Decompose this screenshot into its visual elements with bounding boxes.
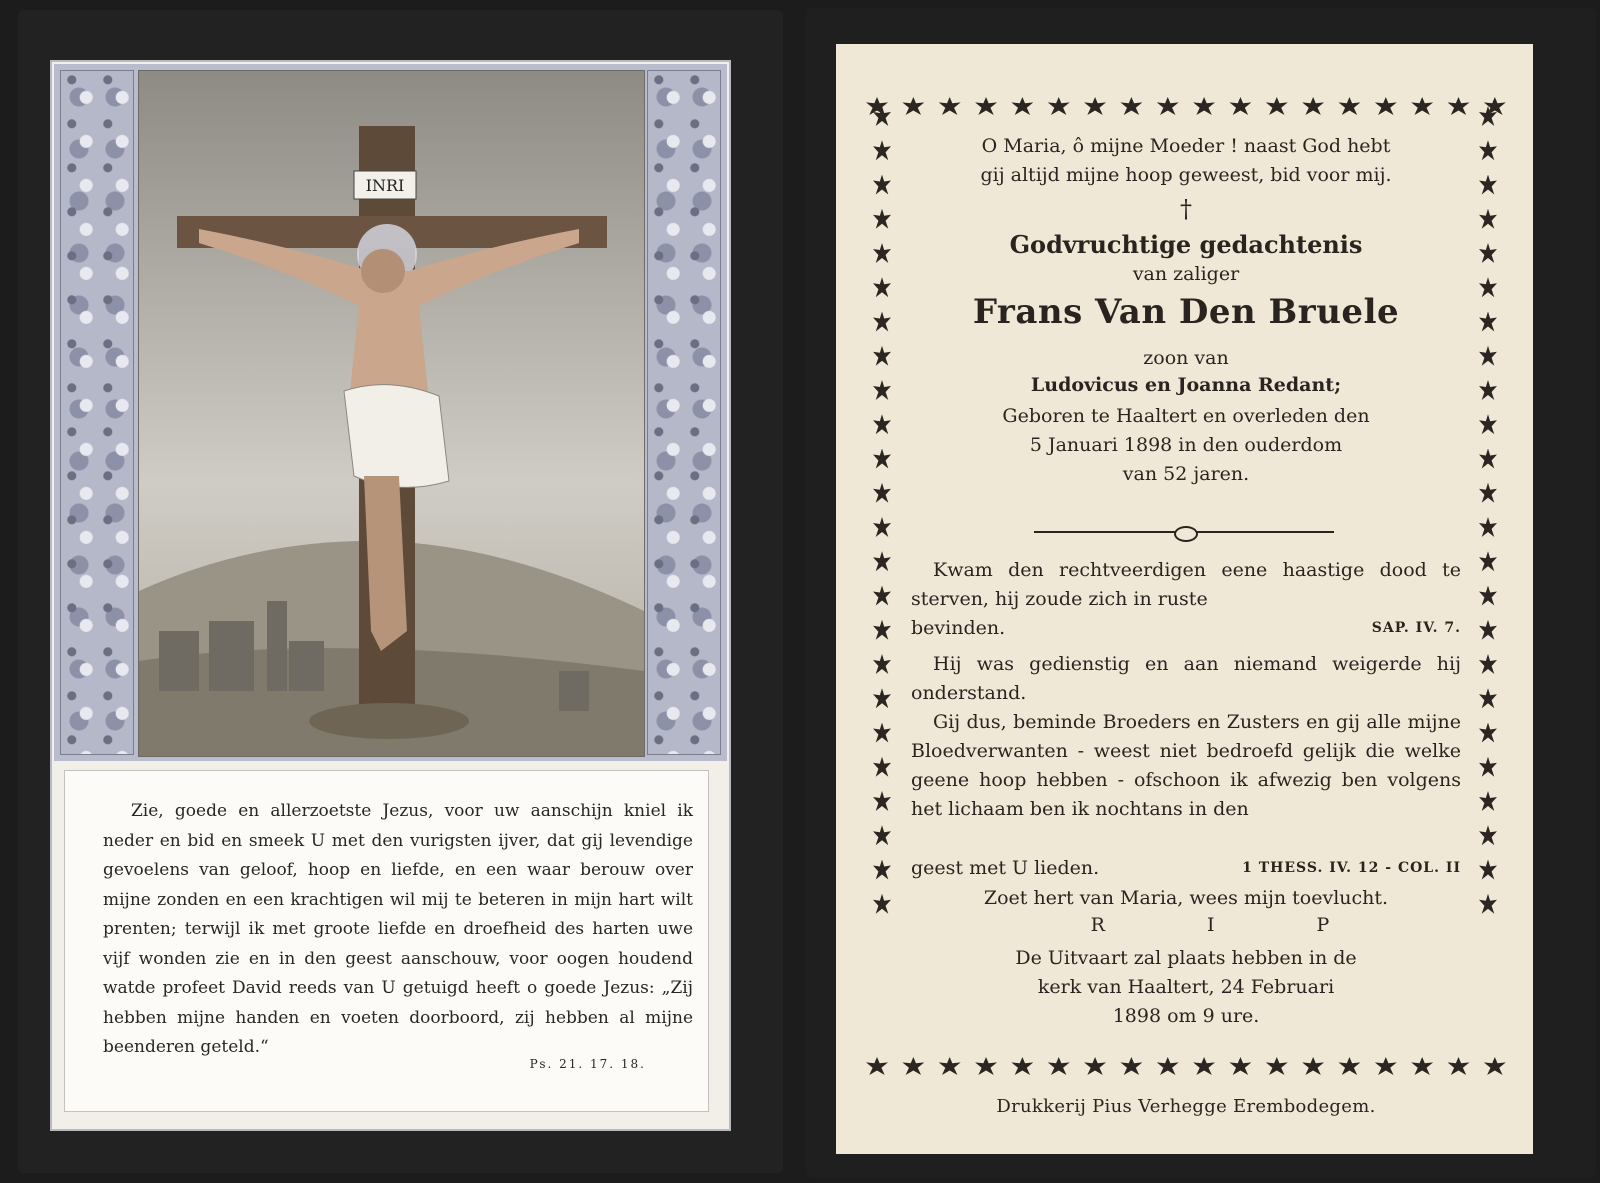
invocation-line-1: O Maria, ô mijne Moeder ! naast God hebt [981, 135, 1391, 157]
crucifixion-scene [139, 71, 644, 756]
card-heading: Godvruchtige gedachtenis [1009, 230, 1363, 259]
ornament-border-left [870, 106, 894, 914]
ornament-border-right [1476, 106, 1500, 914]
funeral-line-3: 1898 om 9 ure. [1112, 1005, 1260, 1027]
verse-1-end [911, 614, 1461, 643]
final-invocation: Zoet hert van Maria, wees mijn toevlucht. [983, 887, 1389, 909]
figure-head [361, 249, 405, 293]
birth-line-1: Geboren te Haaltert en overleden den [1002, 405, 1370, 427]
ornament-border-top [866, 92, 1506, 120]
parents-names: Ludovicus en Joanna Redant; [1030, 374, 1342, 396]
rocks [309, 703, 469, 739]
memorial-card-back [806, 8, 1596, 1178]
verse-3-last: geest met U lieden. [911, 857, 1100, 879]
verse-3: Gij dus, beminde Broeders en Zusters en gij alle mijne Bloedverwanten - weest niet bedroefd gelijk die welke geene hoop hebben - ofschoon ik afwezig ben volgens het lichaam ben ik nochtans in den [911, 711, 1461, 820]
card-subheading: van zaliger [1132, 263, 1240, 285]
funeral-notice [911, 944, 1461, 1031]
verse-3-end [911, 854, 1461, 883]
loincloth [344, 385, 449, 488]
rip-label: R I P [1090, 914, 1378, 936]
birth-death-details [911, 402, 1461, 489]
funeral-line-2: kerk van Haaltert, 24 Februari [1037, 976, 1335, 998]
inri-text: INRI [365, 176, 405, 195]
deceased-name: Frans Van Den Bruele [972, 292, 1400, 332]
printer-credit: Drukkerij Pius Verhegge Erembodegem. [996, 1096, 1376, 1117]
invocation [911, 132, 1461, 190]
prayer-box [64, 770, 709, 1112]
verse-2: Hij was gedienstig en aan niemand weigerde hij onderstand. [911, 653, 1461, 704]
verse-3-reference: 1 THESS. IV. 12 - COL. II [1242, 860, 1461, 876]
verse-1-last: bevinden. [911, 617, 1006, 639]
funeral-line-1: De Uitvaart zal plaats hebben in de [1015, 947, 1357, 969]
card-front-panel [50, 60, 731, 1131]
prayer-reference: Ps. 21. 17. 18. [529, 1057, 646, 1071]
cross-symbol: † [1180, 195, 1192, 223]
verse-1-reference: SAP. IV. 7. [1371, 620, 1461, 636]
birth-line-3: van 52 jaren. [1122, 463, 1250, 485]
invocation-line-2: gij altijd mijne hoop geweest, bid voor mij. [980, 164, 1392, 186]
birth-line-2: 5 Januari 1898 in den ouderdom [1029, 434, 1343, 456]
ornamental-divider [1034, 526, 1334, 538]
ornament-border-bottom [866, 1052, 1506, 1080]
prayer-text: Zie, goede en allerzoetste Jezus, voor uw aanschijn kniel ik neder en bid en smeek U met den vurigsten ijver, dat gij levendige gevoelens van geloof, hoop en liefde, en een waar berouw over mijne zonden en een krachtigen wil mij te beteren in mijn hart wilt prenten; terwijl ik met groote liefde en droefheid des harten uwe vijf wonden zie en in den geest aanschouw, voor oogen houdend watde profeet David reeds van U getuigd heeft o goede Jezus: „Zij hebben mijne handen en voeten doorboord, zij hebben al mijne beenderen geteld.“ [103, 801, 693, 1057]
floral-border-right [647, 70, 721, 755]
memorial-card-front [18, 10, 783, 1173]
floral-border-left [60, 70, 134, 755]
card-back-panel [836, 44, 1533, 1154]
verse-1: Kwam den rechtveerdigen eene haastige dood te sterven, hij zoude zich in ruste [911, 559, 1461, 610]
son-of-label: zoon van [1143, 347, 1229, 369]
crucifixion-illustration [138, 70, 645, 757]
ornamental-frame [54, 64, 727, 761]
